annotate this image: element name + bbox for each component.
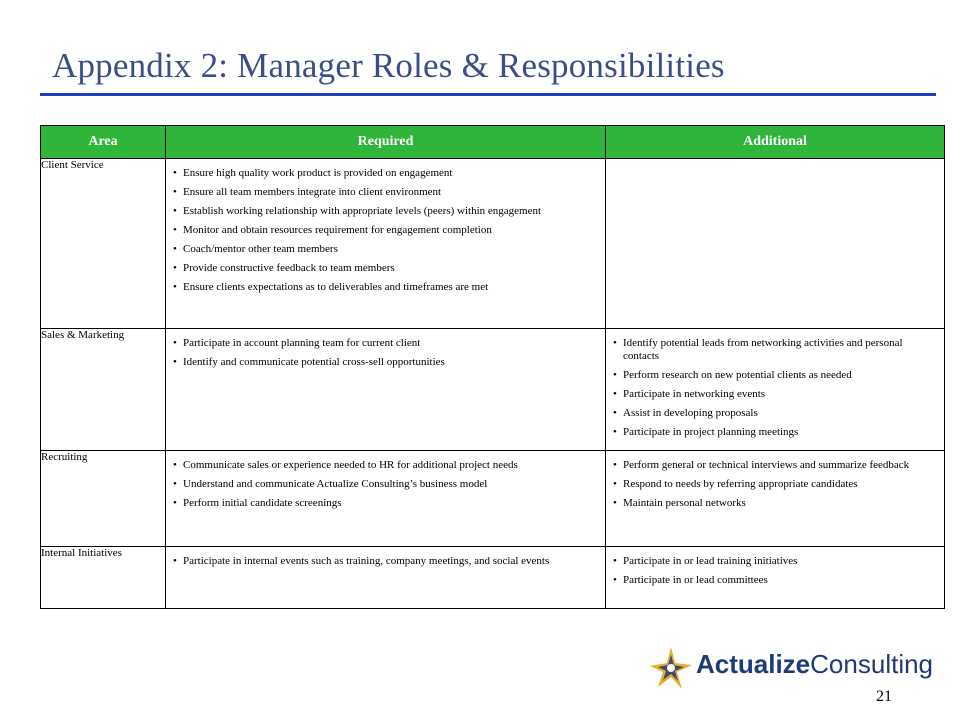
logo-word-actualize: Actualize	[696, 649, 811, 679]
required-cell	[166, 329, 606, 451]
table-row	[41, 547, 945, 609]
additional-cell	[606, 159, 945, 329]
slide-title: Appendix 2: Manager Roles & Responsibilities	[52, 46, 725, 85]
required-cell	[166, 159, 606, 329]
list-item: • Establish working relationship with appropriate levels (peers) within engagement	[173, 205, 597, 218]
list-item: • Communicate sales or experience needed to HR for additional project needs	[173, 459, 597, 472]
star-burst-icon	[648, 645, 694, 691]
header-required: Required	[166, 126, 606, 159]
area-cell: Internal Initiatives	[41, 547, 166, 609]
list-item: • Understand and communicate Actualize Consulting’s business model	[173, 478, 597, 491]
roles-table	[40, 125, 945, 609]
title-underline	[40, 93, 936, 96]
additional-cell	[606, 451, 945, 547]
area-cell: Client Service	[41, 159, 166, 329]
list-item: • Identify and communicate potential cross-sell opportunities	[173, 356, 597, 369]
logo-word-consulting: Consulting	[810, 649, 934, 679]
additional-cell	[606, 547, 945, 609]
company-logo	[648, 643, 934, 693]
required-cell	[166, 547, 606, 609]
page-number: 21	[876, 688, 892, 705]
list-item: • Maintain personal networks	[613, 497, 936, 510]
list-item: • Perform general or technical interviews and summarize feedback	[613, 459, 936, 472]
list-item: • Ensure clients expectations as to deliverables and timeframes are met	[173, 281, 597, 294]
list-item: • Identify potential leads from networking activities and personal contacts	[613, 337, 936, 363]
list-item: • Monitor and obtain resources requirement for engagement completion	[173, 224, 597, 237]
list-item: • Provide constructive feedback to team members	[173, 262, 597, 275]
required-cell	[166, 451, 606, 547]
additional-cell	[606, 329, 945, 451]
list-item: • Participate in account planning team for current client	[173, 337, 597, 350]
list-item: • Participate in project planning meetings	[613, 426, 936, 439]
list-item: • Perform initial candidate screenings	[173, 497, 597, 510]
list-item: • Participate in networking events	[613, 388, 936, 401]
list-item: • Respond to needs by referring appropriate candidates	[613, 478, 936, 491]
area-cell: Sales & Marketing	[41, 329, 166, 451]
list-item: • Participate in or lead committees	[613, 574, 936, 587]
header-additional: Additional	[606, 126, 945, 159]
table-row	[41, 451, 945, 547]
table-row	[41, 329, 945, 451]
list-item: • Assist in developing proposals	[613, 407, 936, 420]
list-item: • Participate in internal events such as training, company meetings, and social events	[173, 555, 597, 568]
area-cell: Recruiting	[41, 451, 166, 547]
list-item: • Ensure all team members integrate into client environment	[173, 186, 597, 199]
list-item: • Perform research on new potential clients as needed	[613, 369, 936, 382]
logo-wordmark	[696, 649, 933, 680]
table-row	[41, 159, 945, 329]
header-area: Area	[41, 126, 166, 159]
list-item: • Coach/mentor other team members	[173, 243, 597, 256]
table-header-row	[41, 126, 945, 159]
list-item: • Participate in or lead training initiatives	[613, 555, 936, 568]
list-item: • Ensure high quality work product is provided on engagement	[173, 167, 597, 180]
